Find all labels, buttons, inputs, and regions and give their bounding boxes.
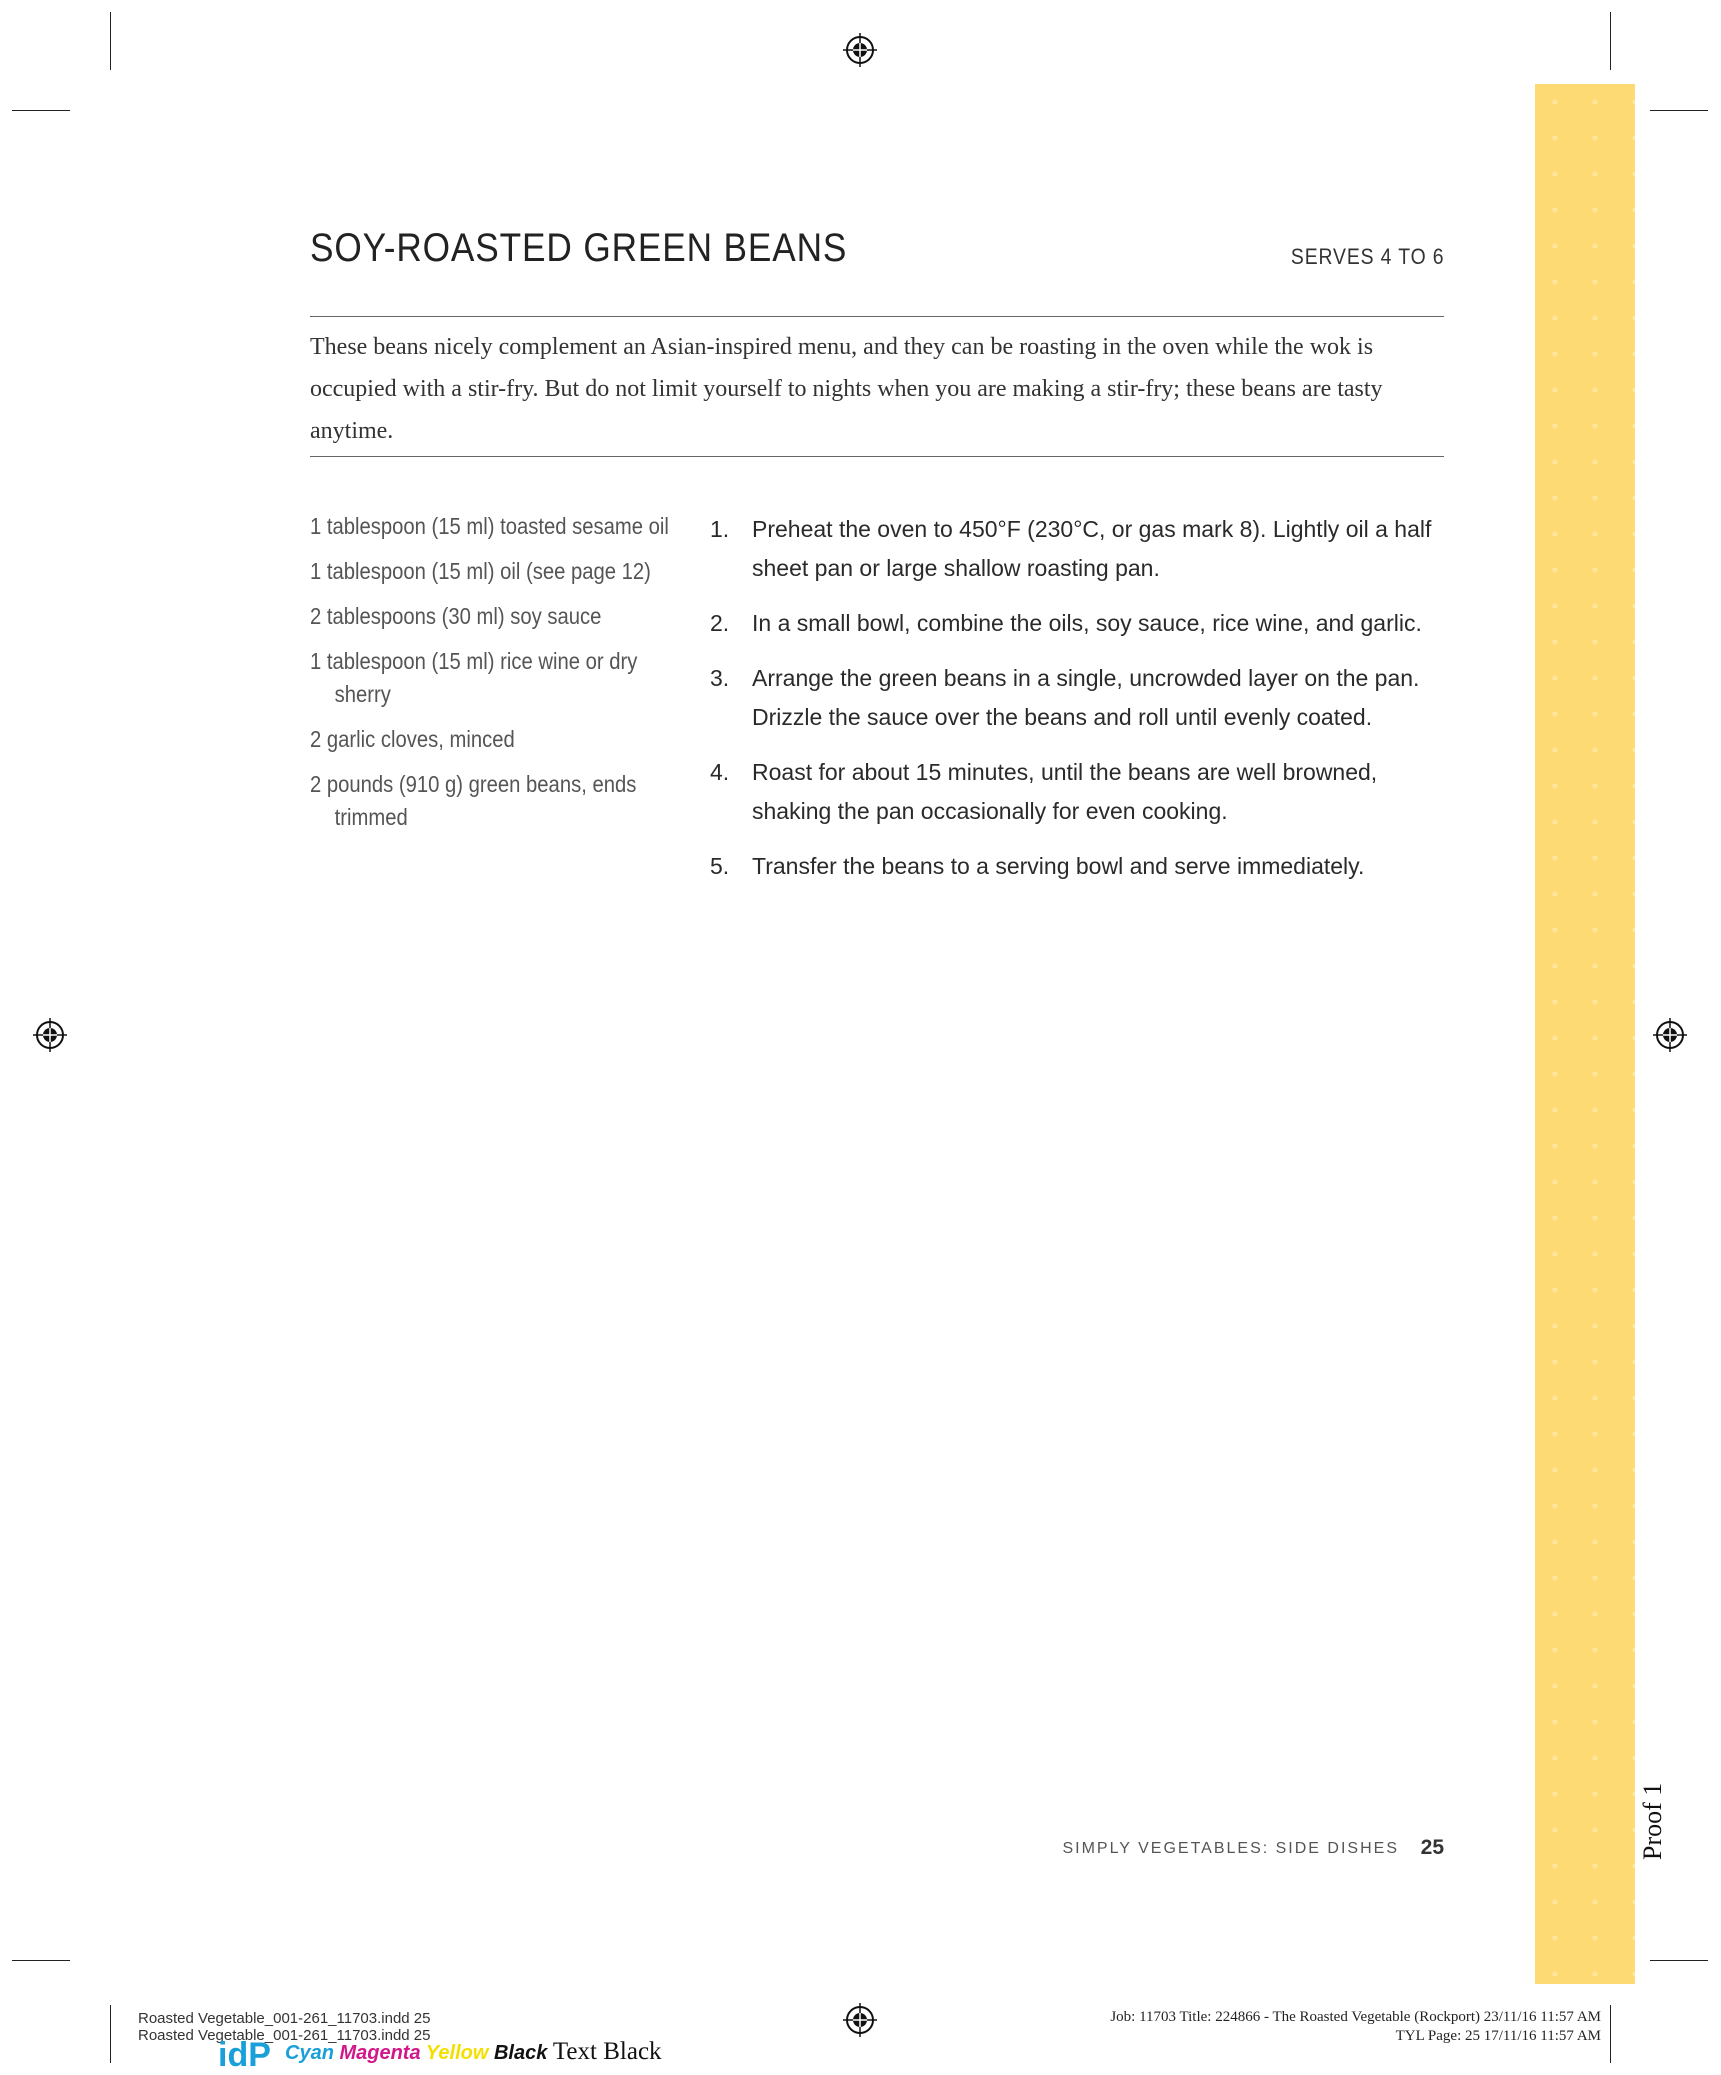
registration-mark-icon [1653, 1018, 1687, 1052]
ingredient-item: 2 garlic cloves, minced [310, 726, 515, 752]
step-item [710, 659, 1444, 737]
bottom-rule [310, 456, 1444, 457]
step-number: 5. [710, 853, 730, 879]
serves-label: SERVES 4 TO 6 [1290, 244, 1444, 269]
cyan-label: Cyan [285, 2042, 334, 2064]
crop-mark [110, 2005, 111, 2063]
step-text: Transfer the beans to a serving bowl and serve immediately. [752, 853, 1365, 879]
step-item [710, 847, 1444, 886]
step-list [710, 510, 1444, 902]
step-text: Roast for about 15 minutes, until the beans are well browned, shaking the pan occasionally for even cooking. [752, 759, 1378, 824]
step-text: Arrange the green beans in a single, uncrowded layer on the pan. Drizzle the sauce over the beans and roll until evenly coated. [752, 665, 1420, 730]
step-number: 2. [710, 610, 730, 636]
step-item [710, 753, 1444, 831]
text-black-label: Text Black [552, 2038, 662, 2065]
crop-mark [110, 12, 111, 70]
crop-mark [1610, 2005, 1611, 2063]
footer-section-title: SIMPLY VEGETABLES: SIDE DISHES [1062, 1840, 1399, 1857]
recipe-title: SOY-ROASTED GREEN BEANS [310, 226, 848, 270]
slug-tyl-line: TYL Page: 25 17/11/16 11:57 AM [1395, 2028, 1601, 2044]
magenta-label: Magenta [339, 2042, 421, 2064]
step-number: 1. [710, 516, 730, 542]
registration-mark-icon [843, 33, 877, 67]
step-number: 3. [710, 665, 730, 691]
idp-logo: idP [218, 2036, 271, 2074]
registration-mark-icon [33, 1018, 67, 1052]
crop-mark [12, 1960, 70, 1961]
black-label: Black [493, 2042, 548, 2064]
registration-mark-icon [843, 2003, 877, 2037]
page-number: 25 [1420, 1836, 1444, 1859]
slug-file-line: Roasted Vegetable_001-261_11703.indd 25 [138, 2010, 431, 2027]
step-item [710, 604, 1444, 643]
slug-job-info [1110, 2008, 1601, 2046]
ingredient-item: 1 tablespoon (15 ml) oil (see page 12) [310, 558, 651, 584]
ingredient-item: 2 pounds (910 g) green beans, ends trimmed [310, 771, 637, 830]
step-number: 4. [710, 759, 730, 785]
recipe-intro: These beans nicely complement an Asian-inspired menu, and they can be roasting in the oven while the wok is occupied with a stir-fry. But do not limit yourself to nights when you are making a stir-fry; these beans are tasty anytime. [310, 334, 1383, 444]
step-text: In a small bowl, combine the oils, soy sauce, rice wine, and garlic. [752, 610, 1422, 636]
slug-job-line: Job: 11703 Title: 224866 - The Roasted Vegetable (Rockport) 23/11/16 11:57 AM [1110, 2009, 1601, 2025]
ingredient-list [310, 510, 669, 846]
yellow-side-band [1535, 84, 1635, 1984]
crop-mark [1650, 1960, 1708, 1961]
proof-label: Proof 1 [1638, 1782, 1667, 1860]
top-rule [310, 316, 1444, 317]
color-separation-labels [285, 2038, 662, 2066]
yellow-label: Yellow [425, 2042, 489, 2064]
ingredient-item: 1 tablespoon (15 ml) toasted sesame oil [310, 513, 669, 539]
crop-mark [1610, 12, 1611, 70]
ingredient-item: 1 tablespoon (15 ml) rice wine or dry sherry [310, 648, 638, 707]
ingredient-item: 2 tablespoons (30 ml) soy sauce [310, 603, 602, 629]
step-item [710, 510, 1444, 588]
crop-mark [12, 110, 70, 111]
slug-file-line: Roasted Vegetable_001-261_11703.indd 25 [138, 2027, 431, 2044]
crop-mark [1650, 110, 1708, 111]
step-text: Preheat the oven to 450°F (230°C, or gas mark 8). Lightly oil a half sheet pan or large shallow roasting pan. [752, 516, 1432, 581]
